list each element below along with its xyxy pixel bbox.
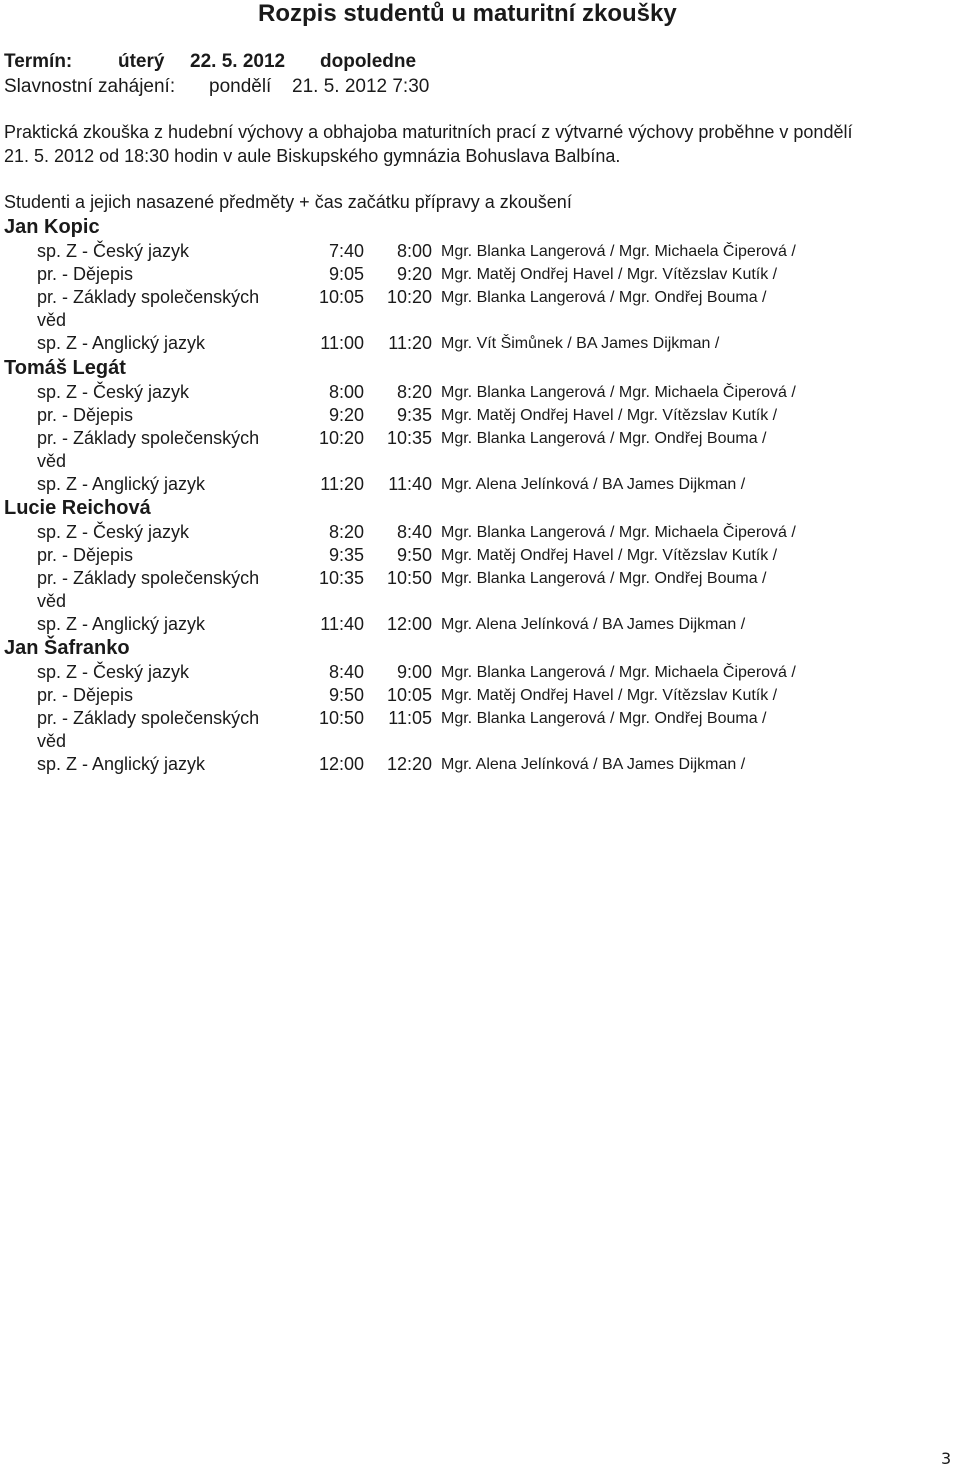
prep-time: 9:05 [328, 264, 364, 284]
subject-name-continued: věd [37, 310, 67, 330]
subject-name: pr. - Základy společenských [37, 428, 260, 448]
prep-time: 9:20 [328, 405, 364, 425]
examiners: Mgr. Matěj Ondřej Havel / Mgr. Vítězslav Kutík / [441, 547, 778, 564]
examiners: Mgr. Blanka Langerová / Mgr. Ondřej Bouma / [441, 570, 767, 587]
prep-time: 11:40 [320, 614, 364, 634]
examiners: Mgr. Matěj Ondřej Havel / Mgr. Vítězslav Kutík / [441, 687, 778, 704]
examiners: Mgr. Vít Šimůnek / BA James Dijkman / [441, 335, 720, 352]
termin-date: 22. 5. 2012 [190, 51, 286, 72]
subject-name: pr. - Dějepis [37, 685, 134, 705]
examiners: Mgr. Matěj Ondřej Havel / Mgr. Vítězslav Kutík / [441, 407, 778, 424]
exam-time: 10:35 [386, 428, 432, 448]
exam-time: 8:00 [396, 241, 432, 261]
subject-name: sp. Z - Anglický jazyk [37, 333, 206, 353]
page-number: 3 [941, 1449, 952, 1468]
examiners: Mgr. Blanka Langerová / Mgr. Michaela Čiperová / [441, 524, 796, 541]
prep-time: 8:20 [328, 522, 364, 542]
prep-time: 7:40 [328, 241, 364, 261]
prep-time: 8:00 [328, 382, 364, 402]
subject-name: sp. Z - Český jazyk [37, 662, 190, 682]
intro-text: Studenti a jejich nasazené předměty + čas začátku přípravy a zkoušení [4, 192, 572, 212]
student-name: Jan Kopic [4, 216, 100, 238]
exam-time: 8:40 [396, 522, 432, 542]
subject-name: pr. - Základy společenských [37, 568, 260, 588]
exam-time: 9:20 [396, 264, 432, 284]
examiners: Mgr. Blanka Langerová / Mgr. Michaela Čiperová / [441, 664, 796, 681]
subject-name: pr. - Dějepis [37, 405, 134, 425]
examiners: Mgr. Blanka Langerová / Mgr. Ondřej Bouma / [441, 289, 767, 306]
subject-name: pr. - Dějepis [37, 264, 134, 284]
subject-name-continued: věd [37, 731, 67, 751]
exam-time: 12:00 [386, 614, 432, 634]
prep-time: 10:35 [318, 568, 364, 588]
examiners: Mgr. Alena Jelínková / BA James Dijkman / [441, 616, 746, 633]
prep-time: 12:00 [318, 754, 364, 774]
practical-line-1: Praktická zkouška z hudební výchovy a obhajoba maturitních prací z výtvarné výchovy proběhne v pondělí [4, 122, 853, 142]
subject-name-continued: věd [37, 591, 67, 611]
exam-time: 11:05 [388, 708, 432, 728]
subject-name: sp. Z - Český jazyk [37, 382, 190, 402]
prep-time: 11:00 [320, 333, 364, 353]
exam-time: 9:00 [396, 662, 432, 682]
opening-datetime: 21. 5. 2012 7:30 [292, 76, 430, 97]
subject-name: pr. - Základy společenských [37, 708, 260, 728]
exam-time: 9:35 [396, 405, 432, 425]
subject-name: sp. Z - Anglický jazyk [37, 754, 206, 774]
exam-time: 10:05 [386, 685, 432, 705]
examiners: Mgr. Blanka Langerová / Mgr. Michaela Čiperová / [441, 243, 796, 260]
examiners: Mgr. Blanka Langerová / Mgr. Ondřej Bouma / [441, 430, 767, 447]
termin-label: Termín: [4, 51, 73, 72]
prep-time: 11:20 [320, 474, 364, 494]
exam-time: 11:20 [388, 333, 432, 353]
termin-day: úterý [118, 51, 165, 72]
student-name: Jan Šafranko [4, 637, 130, 659]
page-title: Rozpis studentů u maturitní zkoušky [258, 0, 677, 27]
prep-time: 10:50 [318, 708, 364, 728]
exam-time: 9:50 [396, 545, 432, 565]
exam-time: 11:40 [388, 474, 432, 494]
examiners: Mgr. Blanka Langerová / Mgr. Michaela Čiperová / [441, 384, 796, 401]
examiners: Mgr. Alena Jelínková / BA James Dijkman / [441, 476, 746, 493]
student-name: Tomáš Legát [4, 357, 126, 379]
prep-time: 10:05 [318, 287, 364, 307]
subject-name: sp. Z - Český jazyk [37, 522, 190, 542]
prep-time: 9:35 [328, 545, 364, 565]
subject-name: sp. Z - Anglický jazyk [37, 614, 206, 634]
subject-name-continued: věd [37, 451, 67, 471]
exam-time: 10:50 [386, 568, 432, 588]
examiners: Mgr. Blanka Langerová / Mgr. Ondřej Bouma / [441, 710, 767, 727]
prep-time: 9:50 [328, 685, 364, 705]
opening-day: pondělí [209, 76, 272, 97]
examiners: Mgr. Alena Jelínková / BA James Dijkman / [441, 756, 746, 773]
examiners: Mgr. Matěj Ondřej Havel / Mgr. Vítězslav Kutík / [441, 266, 778, 283]
exam-time: 10:20 [386, 287, 432, 307]
subject-name: pr. - Základy společenských [37, 287, 260, 307]
student-name: Lucie Reichová [4, 497, 151, 519]
subject-name: sp. Z - Český jazyk [37, 241, 190, 261]
subject-name: pr. - Dějepis [37, 545, 134, 565]
termin-part: dopoledne [320, 51, 417, 72]
exam-time: 8:20 [396, 382, 432, 402]
opening-label: Slavnostní zahájení: [4, 76, 176, 97]
exam-time: 12:20 [386, 754, 432, 774]
subject-name: sp. Z - Anglický jazyk [37, 474, 206, 494]
practical-line-2: 21. 5. 2012 od 18:30 hodin v aule Biskupského gymnázia Bohuslava Balbína. [4, 146, 621, 166]
prep-time: 8:40 [328, 662, 364, 682]
prep-time: 10:20 [318, 428, 364, 448]
